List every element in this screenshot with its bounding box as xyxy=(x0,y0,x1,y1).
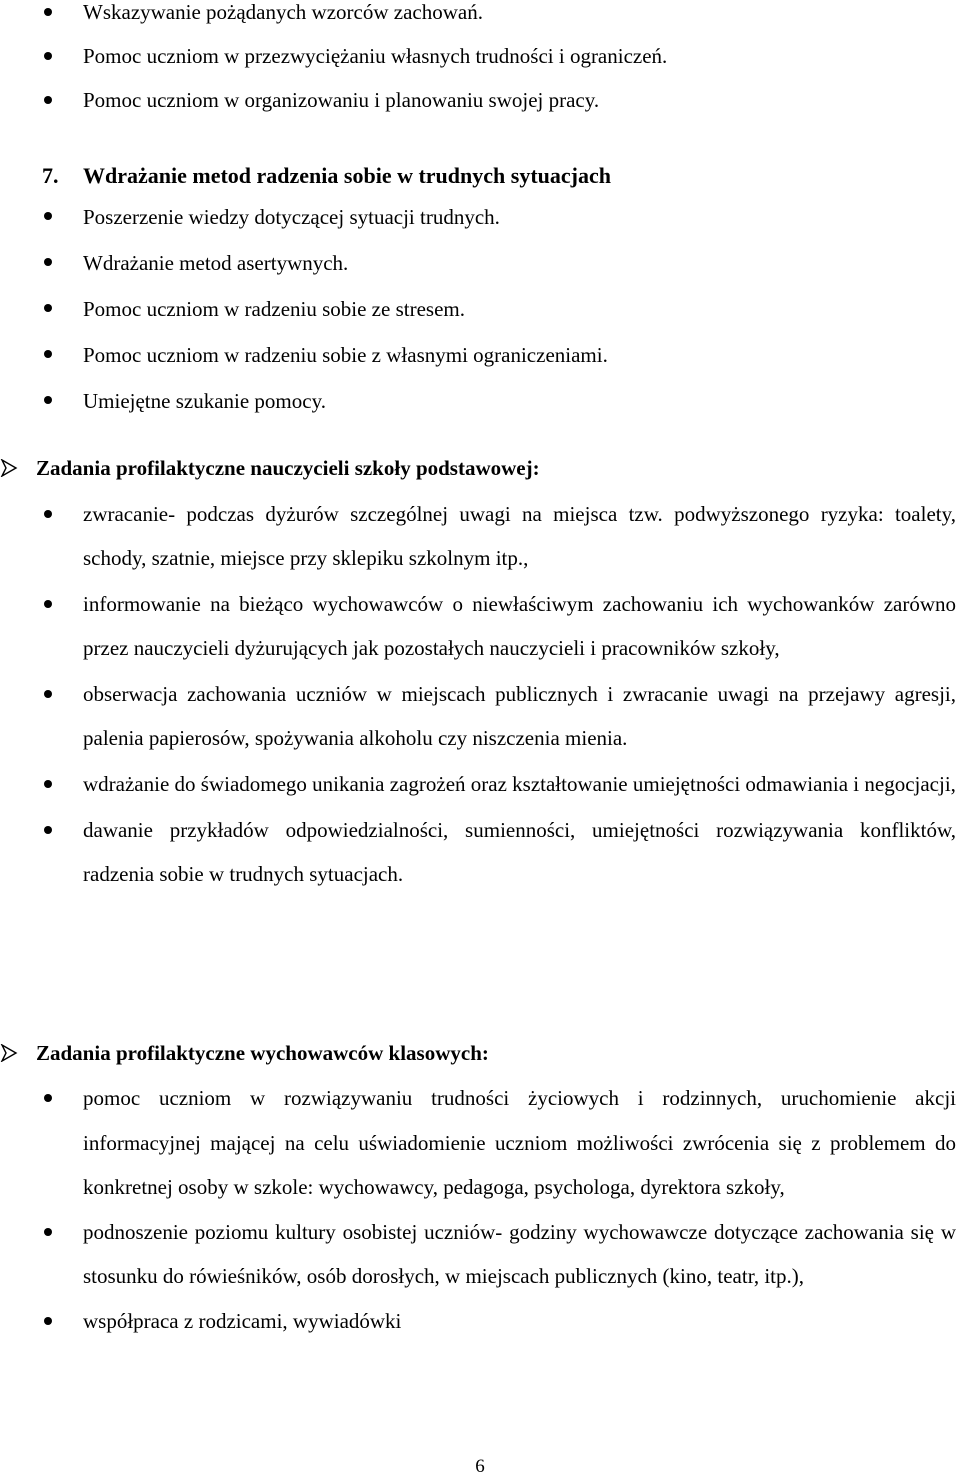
bullet-icon xyxy=(44,510,52,518)
list-item xyxy=(0,1210,958,1299)
list-item-text: Pomoc uczniom w radzeniu sobie ze stresem. xyxy=(83,297,465,321)
list-item xyxy=(0,492,958,580)
list-item xyxy=(0,286,958,332)
section-7-list xyxy=(0,194,958,424)
teachers-list xyxy=(0,492,958,896)
class-teachers-heading-text: Zadania profilaktyczne wychowawców klasowych: xyxy=(36,1041,489,1065)
list-item-text: Pomoc uczniom w radzeniu sobie z własnymi ograniczeniami. xyxy=(83,343,608,367)
list-item xyxy=(0,378,958,424)
section-7-heading xyxy=(0,156,960,196)
list-item xyxy=(0,78,958,122)
list-item xyxy=(0,34,958,78)
bullet-icon xyxy=(44,212,52,220)
list-item-text: obserwacja zachowania uczniów w miejscach publicznych i zwracanie uwagi na przejawy agresji, palenia papierosów, spożywania alkoholu czy niszczenia mienia. xyxy=(83,682,956,750)
list-item xyxy=(0,194,958,240)
list-item xyxy=(0,1076,958,1210)
bullet-icon xyxy=(44,304,52,312)
top-bullet-list xyxy=(0,0,958,122)
list-item-text: dawanie przykładów odpowiedzialności, sumienności, umiejętności rozwiązywania konfliktów, radzenia sobie w trudnych sytuacjach. xyxy=(83,818,956,886)
teachers-heading-text: Zadania profilaktyczne nauczycieli szkoły podstawowej: xyxy=(36,456,540,480)
list-item-text: Pomoc uczniom w przezwyciężaniu własnych trudności i ograniczeń. xyxy=(83,44,668,68)
list-item xyxy=(0,582,958,670)
list-item-text: informowanie na bieżąco wychowawców o niewłaściwym zachowaniu ich wychowanków zarówno przez nauczycieli dyżurujących jak pozostałych nauczycieli i pracowników szkoły, xyxy=(83,592,956,660)
bullet-icon xyxy=(44,826,52,834)
list-item-text: Wdrażanie metod asertywnych. xyxy=(83,251,349,275)
list-item-text: zwracanie- podczas dyżurów szczególnej uwagi na miejsca tzw. podwyższonego ryzyka: toalety, schody, szatnie, miejsce przy sklepiku szkolnym itp., xyxy=(83,502,956,570)
bullet-icon xyxy=(44,600,52,608)
list-item xyxy=(0,240,958,286)
list-item xyxy=(0,672,958,760)
list-item xyxy=(0,1299,958,1344)
list-item-text: wdrażanie do świadomego unikania zagrożeń oraz kształtowanie umiejętności odmawiania i negocjacji, xyxy=(83,772,956,796)
section-number: 7. xyxy=(42,163,59,188)
list-item-text: Pomoc uczniom w organizowaniu i planowaniu swojej pracy. xyxy=(83,88,600,112)
class-teachers-list xyxy=(0,1076,958,1343)
bullet-icon xyxy=(44,690,52,698)
section-title: Wdrażanie metod radzenia sobie w trudnych sytuacjach xyxy=(83,163,611,188)
list-item xyxy=(0,762,958,806)
list-item xyxy=(0,332,958,378)
page-number: 6 xyxy=(475,1456,485,1477)
bullet-icon xyxy=(44,1228,52,1236)
list-item-text: podnoszenie poziomu kultury osobistej uczniów- godziny wychowawcze dotyczące zachowania się w stosunku do rówieśników, osób dorosłych, w miejscach publicznych (kino, teatr, itp.), xyxy=(83,1219,956,1288)
bullet-icon xyxy=(44,350,52,358)
bullet-icon xyxy=(44,52,52,60)
bullet-icon xyxy=(44,780,52,788)
list-item xyxy=(0,0,958,34)
bullet-icon xyxy=(44,1094,52,1102)
list-item-text: pomoc uczniom w rozwiązywaniu trudności życiowych i rodzinnych, uruchomienie akcji informacyjnej mającej na celu uświadomienie uczniom możliwości zwrócenia się z problemem do konkretnej osoby w szkole: wychowawcy, pedagoga, psychologa, dyrektora szkoły, xyxy=(83,1086,956,1199)
class-teachers-heading xyxy=(0,1033,960,1073)
arrow-bullet-icon xyxy=(0,459,18,477)
teachers-heading xyxy=(0,448,960,488)
list-item-text: Wskazywanie pożądanych wzorców zachowań. xyxy=(83,0,483,24)
bullet-icon xyxy=(44,1317,52,1325)
list-item xyxy=(0,808,958,896)
bullet-icon xyxy=(44,96,52,104)
list-item-text: Umiejętne szukanie pomocy. xyxy=(83,389,326,413)
bullet-icon xyxy=(44,8,52,16)
list-item-text: Poszerzenie wiedzy dotyczącej sytuacji trudnych. xyxy=(83,205,500,229)
arrow-bullet-icon xyxy=(0,1044,18,1062)
bullet-icon xyxy=(44,258,52,266)
list-item-text: współpraca z rodzicami, wywiadówki xyxy=(83,1308,402,1333)
bullet-icon xyxy=(44,396,52,404)
